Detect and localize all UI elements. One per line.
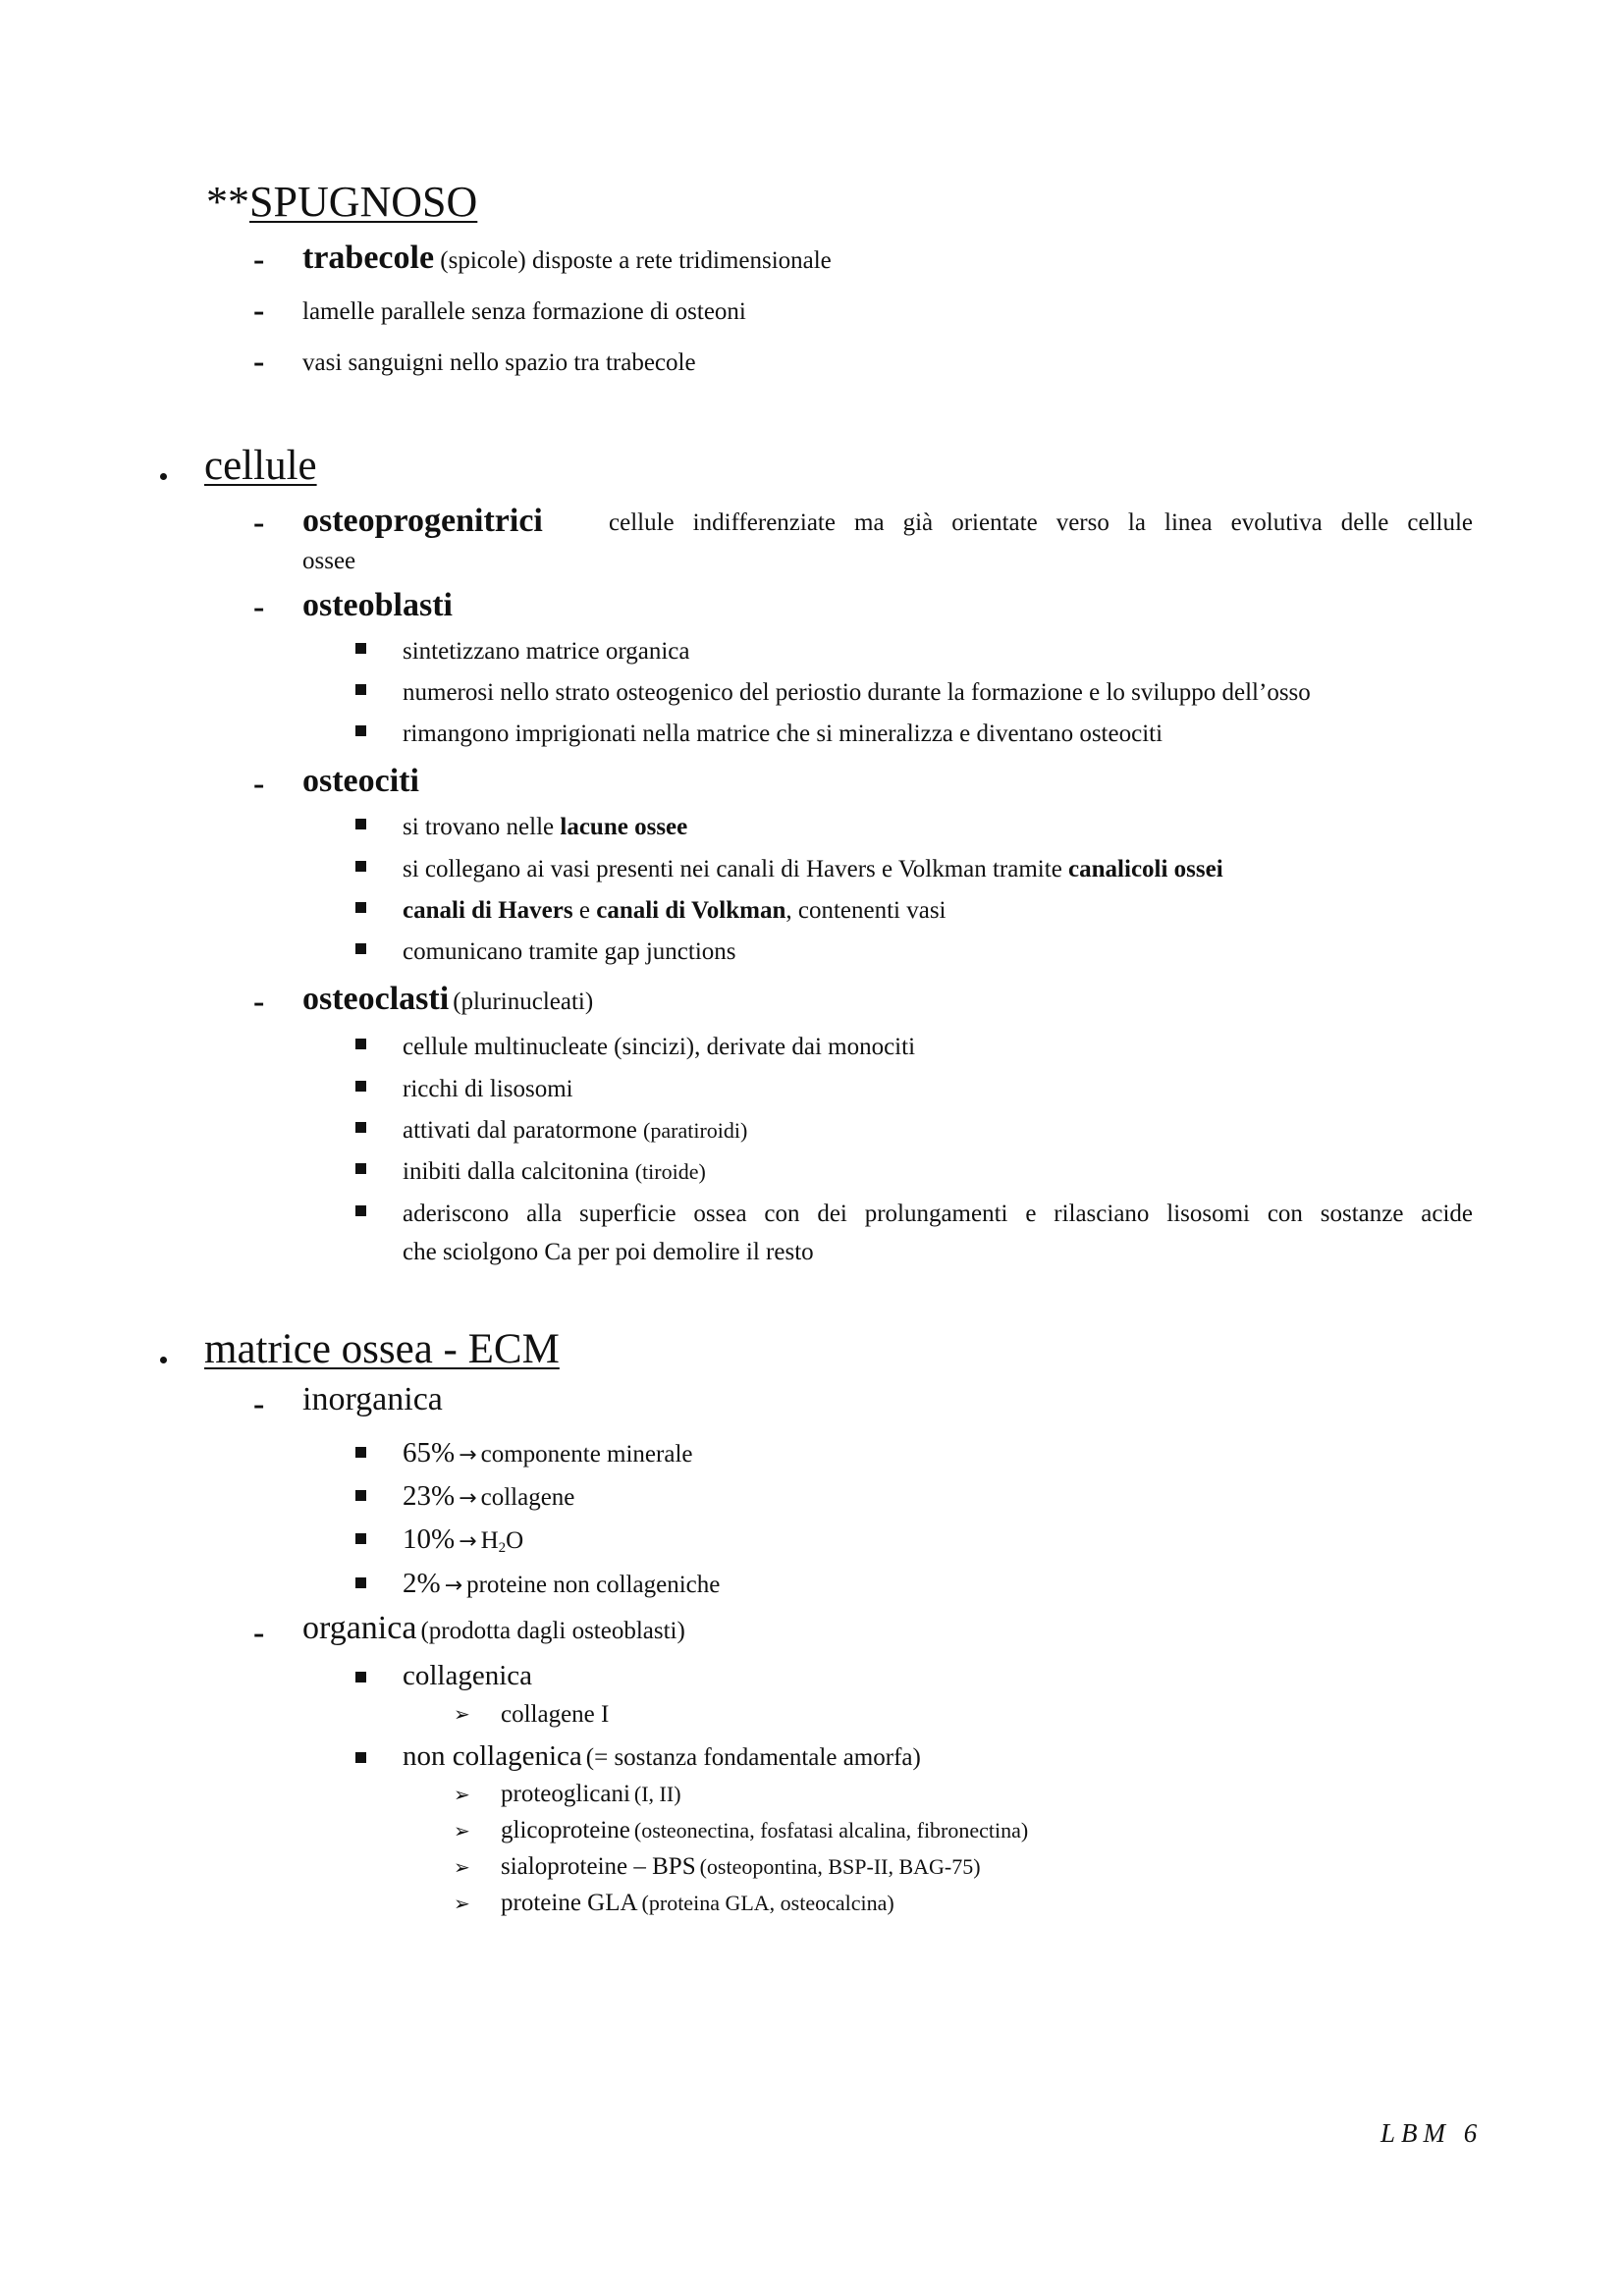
arrowhead-bullet-icon: ➢ [454,1702,470,1726]
spugnoso-item-1: trabecole (spicole) disposte a rete tridimensionale [302,240,832,276]
square-bullet [355,1122,366,1133]
inorganica-item-4: 2% → proteine non collageniche [403,1568,721,1599]
osteociti-item-3: canali di Havers e canali di Volkman, contenenti vasi [403,897,947,924]
dash-bullet: - [253,589,265,625]
square-bullet [355,725,366,736]
square-bullet [355,1205,366,1216]
arrow-icon: → [444,1574,463,1598]
square-bullet [355,1672,366,1682]
inorganica-item-1: 65% → componente minerale [403,1437,693,1468]
square-bullet [355,1577,366,1588]
square-bullet [355,943,366,954]
osteoblasti-label: osteoblasti [302,587,453,623]
square-bullet [355,1163,366,1174]
organica-heading: organica (prodotta dagli osteoblasti) [302,1610,685,1646]
collagenica-item-1: collagene I [501,1701,610,1728]
osteoclasti-item-3: attivati dal paratormone (paratiroidi) [403,1117,748,1144]
dash-bullet: - [253,766,265,802]
square-bullet [355,819,366,829]
inorganica-item-3: $10\% \to H_2O$ [403,1523,524,1557]
spugnoso-item-3: vasi sanguigni nello spazio tra trabecole [302,349,696,376]
square-bullet [355,861,366,872]
osteoclasti-heading: osteoclasti (plurinucleati) [302,981,594,1017]
dash-bullet: - [253,984,265,1020]
osteoprogenitrici-desc-2: ossee [302,548,356,574]
bullet-dot [160,1357,167,1363]
arrowhead-bullet-icon: ➢ [454,1892,470,1915]
arrow-icon: → [459,1443,477,1468]
heading-prefix: ** [206,178,249,226]
spugnoso-item-2: lamelle parallele senza formazione di osteoni [302,298,746,325]
square-bullet [355,1081,366,1092]
arrow-icon: → [459,1529,477,1554]
arrow-icon: → [459,1486,477,1511]
osteoprogenitrici-label: osteoprogenitrici [302,503,543,539]
inorganica-label: inorganica [302,1381,443,1417]
heading-title: SPUGNOSO [249,178,478,226]
square-bullet [355,1039,366,1049]
dash-bullet: - [253,1615,265,1651]
bullet-dot [160,473,167,480]
osteociti-item-1: si trovano nelle lacune ossee [403,814,688,840]
square-bullet [355,643,366,654]
non-collagenica-item-3: sialoproteine – BPS (osteopontina, BSP-II, BAG-75) [501,1853,981,1880]
cellule-heading: cellule [204,443,317,489]
arrowhead-bullet-icon: ➢ [454,1855,470,1879]
non-collagenica-item-4: proteine GLA (proteina GLA, osteocalcina) [501,1890,894,1916]
square-bullet [355,1490,366,1501]
osteoclasti-item-5: aderiscono alla superficie ossea con dei prolungamenti e rilasciano lisosomi con sostanze acide [403,1201,1473,1227]
square-bullet [355,902,366,913]
square-bullet [355,684,366,695]
osteoclasti-item-5-line-2: che sciolgono Ca per poi demolire il resto [403,1239,814,1265]
square-bullet [355,1533,366,1544]
page-footer-label: LBM 6 [1380,2118,1484,2148]
square-bullet [355,1447,366,1458]
spugnoso-heading [206,177,477,227]
arrowhead-bullet-icon: ➢ [454,1783,470,1806]
osteoclasti-item-2: ricchi di lisosomi [403,1076,573,1102]
dash-bullet: - [253,344,265,380]
non-collagenica-item-1: proteoglicani (I, II) [501,1781,681,1807]
arrowhead-bullet-icon: ➢ [454,1819,470,1842]
square-bullet [355,1752,366,1763]
matrice-heading: matrice ossea - ECM [204,1326,560,1372]
dash-bullet: - [253,241,265,278]
osteoclasti-item-1: cellule multinucleate (sincizi), derivate dai monociti [403,1034,916,1060]
osteoprogenitrici-desc: cellule indifferenziate ma già orientate verso la linea evolutiva delle cellule [609,509,1473,536]
osteoblasti-item-2: numerosi nello strato osteogenico del periostio durante la formazione e lo sviluppo dell’osso [403,679,1311,706]
osteociti-item-2: si collegano ai vasi presenti nei canali di Havers e Volkman tramite canalicoli ossei [403,856,1223,882]
osteoblasti-item-3: rimangono imprigionati nella matrice che si mineralizza e diventano osteociti [403,721,1163,747]
osteociti-item-4: comunicano tramite gap junctions [403,938,736,965]
collagenica-label: collagenica [403,1660,533,1691]
osteoblasti-item-1: sintetizzano matrice organica [403,638,690,665]
non-collagenica-item-2: glicoproteine (osteonectina, fosfatasi alcalina, fibronectina) [501,1817,1029,1843]
dash-bullet: - [253,1386,265,1422]
osteoclasti-item-4: inibiti dalla calcitonina (tiroide) [403,1158,706,1185]
non-collagenica-heading: non collagenica (= sostanza fondamentale amorfa) [403,1740,921,1772]
dash-bullet: - [253,505,265,541]
inorganica-item-2: 23% → collagene [403,1480,575,1512]
dash-bullet: - [253,293,265,329]
osteociti-label: osteociti [302,763,419,799]
